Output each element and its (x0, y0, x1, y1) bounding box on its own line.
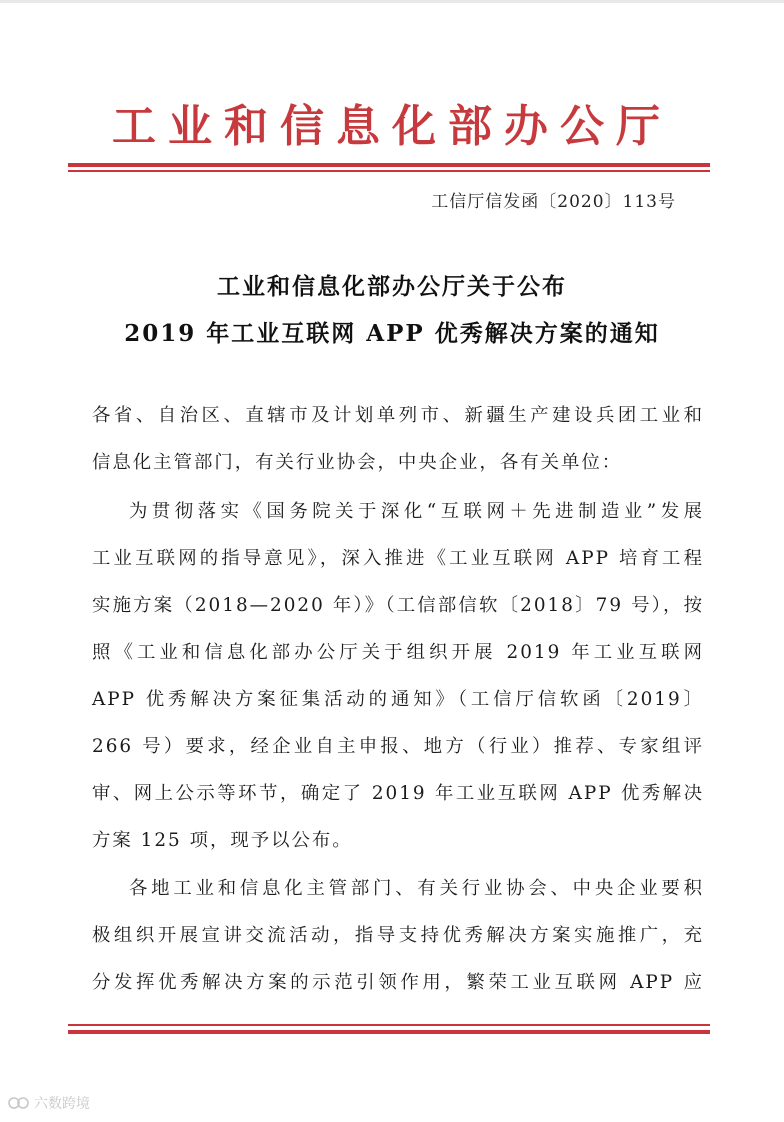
paragraph-line: 方案 125 项，现予以公布。 (92, 830, 353, 851)
scan-top-edge (0, 0, 784, 3)
issuing-office-header: 工业和信息化部办公厅 (112, 101, 672, 152)
paragraph-line: 266 号）要求，经企业自主申报、地方（行业）推荐、专家组评 (92, 736, 704, 757)
paragraph-line: 照《工业和信息化部办公厅关于组织开展 2019 年工业互联网 (92, 642, 704, 663)
header-red-rule-thick (68, 163, 710, 167)
document-title-line-1: 工业和信息化部办公厅关于公布 (217, 273, 567, 300)
watermark-text: 六数跨境 (34, 1096, 90, 1112)
paragraph-line: 实施方案（2018—2020 年）》（工信部信软〔2018〕79 号），按 (92, 595, 704, 616)
paragraph-line: 分发挥优秀解决方案的示范引领作用，繁荣工业互联网 APP 应 (92, 972, 704, 993)
paragraph-line: 各地工业和信息化主管部门、有关行业协会、中央企业要积 (129, 878, 704, 899)
paragraph-line: 工业互联网的指导意见》，深入推进《工业互联网 APP 培育工程 (92, 548, 704, 569)
document-title-line-2: 2019 年工业互联网 APP 优秀解决方案的通知 (124, 320, 660, 347)
salutation-line: 信息化主管部门，有关行业协会，中央企业，各有关单位： (92, 452, 623, 473)
paragraph-line: 极组织开展宣讲交流活动，指导支持优秀解决方案实施推广，充 (92, 925, 704, 946)
salutation (92, 392, 704, 486)
footer-red-rule-thin (68, 1024, 710, 1026)
paragraph-line: 审、网上公示等环节，确定了 2019 年工业互联网 APP 优秀解决 (92, 783, 704, 804)
paragraph-1 (92, 488, 704, 864)
watermark (8, 1093, 90, 1113)
document-number: 工信厅信发函〔2020〕113号 (431, 192, 676, 212)
footer-red-rule-thick (68, 1030, 710, 1034)
logo-icon (8, 1095, 30, 1111)
header-red-rule-thin (68, 170, 710, 172)
paragraph-line: APP 优秀解决方案征集活动的通知》（工信厅信软函〔2019〕 (92, 689, 704, 710)
salutation-line: 各省、自治区、直辖市及计划单列市、新疆生产建设兵团工业和 (92, 405, 704, 426)
paragraph-line: 为贯彻落实《国务院关于深化“互联网＋先进制造业”发展 (129, 501, 704, 522)
paragraph-2 (92, 865, 704, 1006)
